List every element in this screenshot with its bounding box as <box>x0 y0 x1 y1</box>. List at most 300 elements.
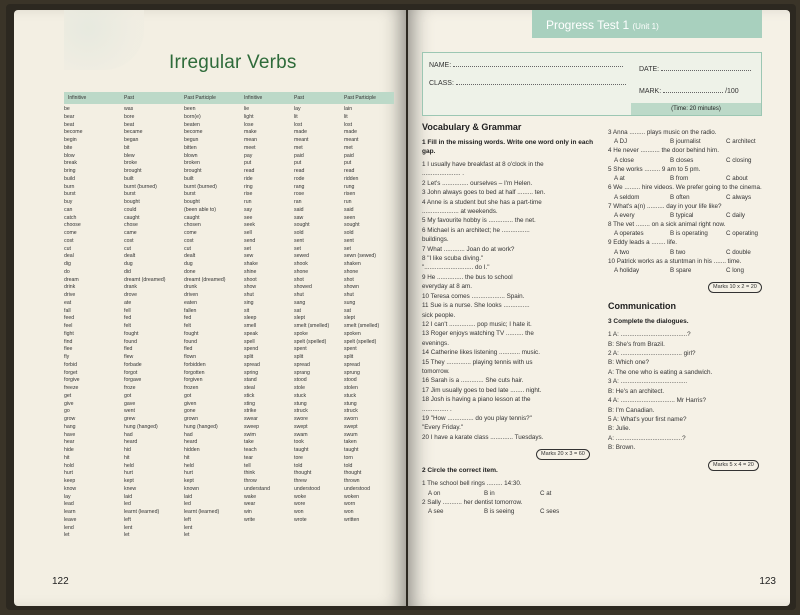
verb-past: lay <box>294 106 301 112</box>
exercise-item: tomorrow. <box>422 367 450 375</box>
verb-past: was <box>124 106 134 112</box>
answer-option[interactable]: C long <box>726 267 744 275</box>
answer-option[interactable]: C about <box>726 175 748 183</box>
verb-past: cut <box>124 245 131 252</box>
verb-past: began <box>124 137 139 143</box>
verb-past-participle: rung <box>344 183 355 190</box>
verb-past: sat <box>294 307 301 314</box>
verb-past-participle: sewn (sewed) <box>344 253 377 260</box>
verb-past-participle: spelt (spelled) <box>344 338 377 345</box>
answer-option[interactable]: B journalist <box>670 138 701 146</box>
verb-infinitive: be <box>64 106 70 112</box>
verb-infinitive: sew <box>244 253 254 260</box>
verb-infinitive: understand <box>244 485 270 492</box>
verb-infinitive: burn <box>64 183 75 190</box>
verb-infinitive: lie <box>244 106 250 112</box>
verb-past-participle: woken <box>344 493 359 500</box>
verb-infinitive: throw <box>244 478 257 484</box>
verb-past-participle: hidden <box>184 447 200 453</box>
verb-past-participle: stuck <box>344 392 357 399</box>
verb-past: learnt (learned) <box>124 509 160 515</box>
verb-past: beat <box>124 121 135 128</box>
verb-past-participle: hung (hanged) <box>184 423 218 430</box>
verb-past: stole <box>294 385 305 391</box>
verb-past-participle: won <box>344 509 354 515</box>
verb-infinitive: spring <box>244 369 259 376</box>
verb-past: threw <box>294 478 307 484</box>
dialogue-line: 2 A: ................................... girl? <box>608 350 696 358</box>
verb-past-participle: burst <box>184 191 196 198</box>
verb-past-participle: cost <box>184 237 194 244</box>
verb-past-participle: kept <box>184 478 194 484</box>
verb-infinitive: rise <box>244 191 253 198</box>
verb-past-participle: smelt (smelled) <box>344 323 380 329</box>
verb-infinitive: can <box>64 206 73 213</box>
verb-past: fled <box>124 346 133 353</box>
verb-past-participle: stolen <box>344 385 358 391</box>
name-field[interactable] <box>453 61 623 67</box>
book-spread <box>6 4 796 610</box>
verb-past: spent <box>294 346 307 353</box>
answer-option[interactable]: C at <box>540 489 552 497</box>
question-item: 1 The school bell rings ......... 14:30. <box>422 480 522 488</box>
verb-infinitive: lay <box>64 493 71 500</box>
answer-option[interactable]: C operating <box>726 230 758 238</box>
verb-past-participle: lit <box>344 113 348 120</box>
name-line <box>429 61 623 69</box>
verb-past: laid <box>124 493 133 500</box>
dialogue-line: 4 A: ............................... Mr Harris? <box>608 397 706 405</box>
verb-infinitive: win <box>244 509 252 515</box>
verb-past-participle: gone <box>184 408 196 415</box>
verb-past: gave <box>124 400 136 407</box>
verb-past: dug <box>124 261 133 267</box>
verb-past: tore <box>294 454 303 461</box>
verb-past: found <box>124 338 137 345</box>
exercise-1-items <box>422 160 598 442</box>
answer-option[interactable]: C closing <box>726 156 752 164</box>
verb-past-participle: sprung <box>344 369 360 376</box>
dialogue-line: 5 A: What's your first name? <box>608 415 687 423</box>
answer-options <box>422 489 598 498</box>
verb-past-participle: lost <box>344 121 353 128</box>
verb-past-participle: bitten <box>184 144 197 151</box>
verb-past-participle: sent <box>344 237 354 244</box>
verb-infinitive: hit <box>64 454 70 461</box>
answer-option[interactable]: A holiday <box>614 267 640 275</box>
verb-past-participle: shone <box>344 268 359 275</box>
verb-infinitive: forget <box>64 369 78 376</box>
verb-past-participle: sat <box>344 307 351 314</box>
verb-past-participle: split <box>344 354 354 360</box>
verb-past-participle: laid <box>184 493 193 500</box>
section-title: Vocabulary & Grammar <box>422 122 522 132</box>
verb-past-participle: bought <box>184 199 200 205</box>
verb-past: sent <box>294 237 304 244</box>
verb-past-participle: beaten <box>184 121 200 128</box>
verb-past-participle: heard <box>184 439 198 446</box>
verb-infinitive: put <box>244 160 252 167</box>
answer-option[interactable]: A see <box>428 508 444 515</box>
verb-infinitive: flee <box>64 346 73 353</box>
question-item: 5 She works ......... 9 am to 5 pm. <box>608 165 701 173</box>
verb-past: ran <box>294 199 302 205</box>
verb-infinitive: sleep <box>244 315 257 322</box>
verb-infinitive: forbid <box>64 361 77 368</box>
verb-past: did <box>124 268 131 275</box>
header-past: Past <box>124 95 135 101</box>
exercise-item: ..................... at weekends. <box>422 208 498 216</box>
verb-past: won <box>294 509 304 515</box>
verb-past-participle: done <box>184 268 196 275</box>
verb-infinitive: lend <box>64 524 74 531</box>
verb-past-participle: been <box>184 106 196 112</box>
verb-past: came <box>124 230 137 236</box>
verb-past-participle: begun <box>184 137 199 143</box>
verb-infinitive: burst <box>64 191 76 198</box>
verb-past: felt <box>124 323 131 329</box>
dialogue-line: 1 A: ......................................? <box>608 331 691 339</box>
verb-infinitive: steal <box>244 385 255 391</box>
verb-past: put <box>294 160 302 167</box>
verb-infinitive: choose <box>64 222 81 229</box>
verb-past: fed <box>124 315 132 322</box>
date-field[interactable] <box>661 65 751 71</box>
verb-past: paid <box>294 152 304 159</box>
verb-past: saw <box>294 214 304 221</box>
verb-past: flew <box>124 354 134 360</box>
verb-past: bore <box>124 113 135 120</box>
exercise-item: 5 My favourite hobby is .............. the net. <box>422 217 536 225</box>
verb-past: forgot <box>124 369 138 376</box>
verb-infinitive: make <box>244 129 257 136</box>
verb-infinitive: swim <box>244 431 256 438</box>
verb-infinitive: leave <box>64 516 77 523</box>
verb-infinitive: fight <box>64 330 74 337</box>
class-field[interactable] <box>456 79 626 85</box>
verb-past-participle: taken <box>344 439 357 446</box>
verb-past: blew <box>124 152 135 159</box>
verb-past-participle: said <box>344 206 354 213</box>
verb-past-participle: built <box>184 175 194 182</box>
verb-past: shook <box>294 261 308 267</box>
exercise-item: 10 Teresa comes ................... Spain. <box>422 292 525 300</box>
exercise-3-items <box>608 330 784 452</box>
column-past-participle <box>184 106 244 540</box>
exercise-item: 17 Jim usually goes to bed late ........ night. <box>422 386 542 394</box>
verb-past: swore <box>294 416 308 422</box>
verb-infinitive: bear <box>64 113 75 120</box>
verb-infinitive: go <box>64 408 70 415</box>
exercise-instruction: 3 Complete the dialogues. <box>608 318 689 326</box>
verb-infinitive: do <box>64 268 70 275</box>
verb-infinitive: say <box>244 206 253 213</box>
verb-past-participle: sung <box>344 299 356 306</box>
verb-past-participle: let <box>184 532 190 539</box>
verb-infinitive: swear <box>244 416 258 422</box>
verb-past: led <box>124 501 131 508</box>
verb-past: sewed <box>294 253 309 260</box>
verb-past: told <box>294 462 303 469</box>
verb-past-participle: caught <box>184 214 200 221</box>
verb-past-participle: felt <box>184 323 191 329</box>
verb-infinitive: tell <box>244 462 251 469</box>
verb-infinitive: teach <box>244 447 257 453</box>
verb-infinitive: feed <box>64 315 75 322</box>
verb-past: rose <box>294 191 305 198</box>
verb-past: swept <box>294 423 308 430</box>
answer-option[interactable]: A every <box>614 212 635 220</box>
marks-badge: Marks 10 x 2 = 20 <box>708 282 762 293</box>
verb-infinitive: sell <box>244 230 252 236</box>
verb-past: built <box>124 175 134 182</box>
verb-infinitive: sing <box>244 299 254 306</box>
verb-past-participle: eaten <box>184 299 197 306</box>
verb-past-participle: understood <box>344 485 370 492</box>
verb-infinitive: light <box>244 113 254 120</box>
verb-infinitive: bite <box>64 144 73 151</box>
class-label: CLASS: <box>429 80 454 87</box>
verb-infinitive: wake <box>244 493 257 500</box>
verb-past-participle: torn <box>344 454 353 461</box>
verb-infinitive: smell <box>244 323 257 329</box>
verb-infinitive: hurt <box>64 470 73 477</box>
verb-past-participle: slept <box>344 315 355 322</box>
student-info-box <box>422 52 762 116</box>
verb-infinitive: feel <box>64 323 73 329</box>
verb-past-participle: sworn <box>344 416 358 422</box>
verb-infinitive: come <box>64 230 77 236</box>
answer-option[interactable]: C architect <box>726 138 756 146</box>
verb-past: sprang <box>294 369 310 376</box>
verb-past-participle: fought <box>184 330 199 337</box>
verb-infinitive: learn <box>64 509 76 515</box>
verb-past: swam <box>294 431 308 438</box>
verb-past-participle: shaken <box>344 261 361 267</box>
verb-past: dealt <box>124 253 136 260</box>
answer-option[interactable]: A DJ <box>614 138 628 146</box>
verb-infinitive: set <box>244 245 251 252</box>
question-item: 3 Anna ......... plays music on the radio. <box>608 129 717 136</box>
mark-total: /100 <box>725 88 739 95</box>
verb-past-participle: made <box>344 129 357 136</box>
exercise-item: ...................... . <box>422 170 464 178</box>
verb-past: shut <box>294 292 304 298</box>
verb-infinitive: split <box>244 354 254 360</box>
verb-infinitive: dig <box>64 261 71 267</box>
verb-past: taught <box>294 447 309 453</box>
decorative-illustration <box>64 10 144 70</box>
verb-past-participle: cut <box>184 245 191 252</box>
verb-infinitive: ride <box>244 175 253 182</box>
verb-past-participle: fed <box>184 315 192 322</box>
exercise-item: 7 What ............ Joan do at work? <box>422 245 515 253</box>
page-title: Irregular Verbs <box>169 52 297 73</box>
verb-past: fought <box>124 330 139 337</box>
verb-past: let <box>124 532 130 539</box>
answer-option[interactable]: B closes <box>670 156 694 164</box>
answer-options <box>608 248 784 257</box>
answer-options <box>608 156 784 165</box>
header-past-participle: Past Participle <box>184 95 216 101</box>
verb-past: wrote <box>294 516 307 523</box>
verb-past-participle: shown <box>344 284 359 291</box>
verb-past-participle: hit <box>184 454 190 461</box>
answer-option[interactable]: A operates <box>614 230 644 238</box>
exercise-item: "............................ do I." <box>422 264 490 272</box>
right-column <box>608 128 784 477</box>
verb-past-participle: swum <box>344 431 358 438</box>
verb-past-participle: broken <box>184 160 200 167</box>
verb-infinitive: build <box>64 175 75 182</box>
question-item: 7 What's a(n) .......... day in your life like? <box>608 202 722 210</box>
verb-infinitive: know <box>64 485 77 492</box>
verb-past: lit <box>294 113 298 120</box>
verb-past: read <box>294 168 305 174</box>
answer-option[interactable]: A on <box>428 489 441 497</box>
exercise-item: 12 I can't ............... pop music; I hate it. <box>422 320 532 328</box>
verb-infinitive: write <box>244 516 255 523</box>
question-item: 8 The vet ........ on a sick animal right now. <box>608 221 726 229</box>
exercise-2-items <box>422 479 598 516</box>
verb-past-participle: dealt <box>184 253 196 260</box>
verb-past-participle: become <box>184 129 203 136</box>
column-infinitive <box>244 106 294 540</box>
verb-past-participle: set <box>344 245 351 252</box>
answer-option[interactable]: A two <box>614 248 630 256</box>
dialogue-line: B: Brown. <box>608 444 636 452</box>
irregular-verbs-table <box>64 92 394 540</box>
verb-infinitive: bring <box>64 168 76 174</box>
answer-option[interactable]: B from <box>670 175 689 183</box>
header-past-participle: Past Participle <box>344 95 376 101</box>
verb-past-participle: meant <box>344 137 359 143</box>
verb-past-participle: swept <box>344 423 358 430</box>
answer-option[interactable]: A close <box>614 156 634 164</box>
dialogue-line: B: Julie. <box>608 425 631 433</box>
verb-infinitive: spell <box>244 338 255 345</box>
verb-past-participle: run <box>344 199 352 205</box>
answer-option[interactable]: C always <box>726 193 752 201</box>
answer-options <box>608 137 784 146</box>
verb-past: shone <box>294 268 309 275</box>
mark-label: MARK: <box>639 88 662 95</box>
exercise-item: 6 Michael is an architect; he ................ <box>422 226 530 234</box>
column-past <box>124 106 184 540</box>
verb-past-participle: chosen <box>184 222 201 229</box>
verb-past-participle: left <box>184 516 191 523</box>
mark-line <box>639 87 739 95</box>
class-line <box>429 79 626 87</box>
exercise-item: 9 He ............... the bus to school <box>422 273 513 281</box>
answer-option[interactable]: B spare <box>670 267 692 275</box>
verb-past-participle: thrown <box>344 478 360 484</box>
verb-infinitive: stick <box>244 392 255 399</box>
answer-option[interactable]: B two <box>670 248 686 256</box>
verb-past-participle: frozen <box>184 385 199 391</box>
answer-option[interactable]: B is seeing <box>484 508 515 515</box>
verb-past: said <box>294 206 304 213</box>
verb-past-participle: come <box>184 230 197 236</box>
answer-option[interactable]: C sees <box>540 508 560 515</box>
verb-past: left <box>124 516 131 523</box>
verb-past-participle: sold <box>344 230 354 236</box>
verb-past-participle: spoken <box>344 330 361 337</box>
verb-past: woke <box>294 493 307 500</box>
question-item: 4 He never ........... the door behind him. <box>608 147 719 155</box>
verb-past: understood <box>294 485 320 492</box>
verb-infinitive: hear <box>64 439 75 446</box>
verb-past-participle: learnt (learned) <box>184 509 220 515</box>
verb-past: became <box>124 129 143 136</box>
verb-past: lost <box>294 121 303 128</box>
verb-past: ate <box>124 299 132 306</box>
verb-infinitive: meet <box>244 144 256 151</box>
date-line <box>639 65 751 73</box>
marks-badge: Marks 5 x 4 = 20 <box>708 460 759 471</box>
exercise-item: 15 They .............. playing tennis with us <box>422 358 533 366</box>
verb-past-participle: led <box>184 501 191 508</box>
verb-past: spelt (spelled) <box>294 338 327 345</box>
exercise-item: 8 "I like scuba diving." <box>422 255 484 263</box>
page-number: 122 <box>52 576 69 587</box>
verb-infinitive: become <box>64 129 83 136</box>
answer-option[interactable]: B in <box>484 489 495 497</box>
verb-infinitive: take <box>244 439 254 446</box>
dialogue-line: B: He's an architect. <box>608 387 665 395</box>
answer-option[interactable]: B is operating <box>670 230 708 238</box>
answer-option[interactable]: A at <box>614 175 625 183</box>
answer-option[interactable]: C daily <box>726 212 745 220</box>
verb-past-participle: told <box>344 462 353 469</box>
answer-option[interactable]: B often <box>670 193 690 201</box>
verb-past-participle: found <box>184 338 197 345</box>
verb-past-participle: forgotten <box>184 369 205 376</box>
marks-badge: Marks 20 x 3 = 60 <box>536 449 590 460</box>
exercise-item: 13 Roger enjoys watching TV .......... the <box>422 330 534 338</box>
mark-field[interactable] <box>663 87 723 93</box>
verb-past-participle: risen <box>344 191 356 198</box>
verb-infinitive: forgive <box>64 377 80 384</box>
verb-infinitive: tear <box>244 454 253 461</box>
right-page <box>408 10 790 606</box>
verb-past: sold <box>294 230 304 236</box>
test-tab <box>532 10 762 38</box>
verb-past: went <box>124 408 135 415</box>
verb-past-participle: had <box>184 431 193 438</box>
verb-past: shot <box>294 276 304 283</box>
answer-option[interactable]: B typical <box>670 212 694 220</box>
verb-infinitive: shake <box>244 261 258 267</box>
dialogue-line: B: She's from Brazil. <box>608 340 665 348</box>
verb-past: caught <box>124 214 140 221</box>
left-page <box>14 10 406 606</box>
verb-past-participle: lain <box>344 106 353 112</box>
verb-infinitive: give <box>64 400 74 407</box>
exercise-item: 18 Josh is having a piano lesson at the <box>422 396 531 404</box>
verb-past: held <box>124 462 134 469</box>
verb-past-participle: grown <box>184 416 199 422</box>
verb-past: spread <box>294 361 310 368</box>
verb-past: set <box>294 245 301 252</box>
header-infinitive: Infinitive <box>68 95 87 101</box>
answer-option[interactable]: A seldom <box>614 193 640 201</box>
question-item: 6 We ......... hire videos. We prefer going to the cinema. <box>608 184 762 192</box>
answer-option[interactable]: C double <box>726 248 751 256</box>
table-header <box>64 92 394 104</box>
verb-infinitive: sting <box>244 400 255 407</box>
verb-past-participle: got <box>184 392 192 399</box>
